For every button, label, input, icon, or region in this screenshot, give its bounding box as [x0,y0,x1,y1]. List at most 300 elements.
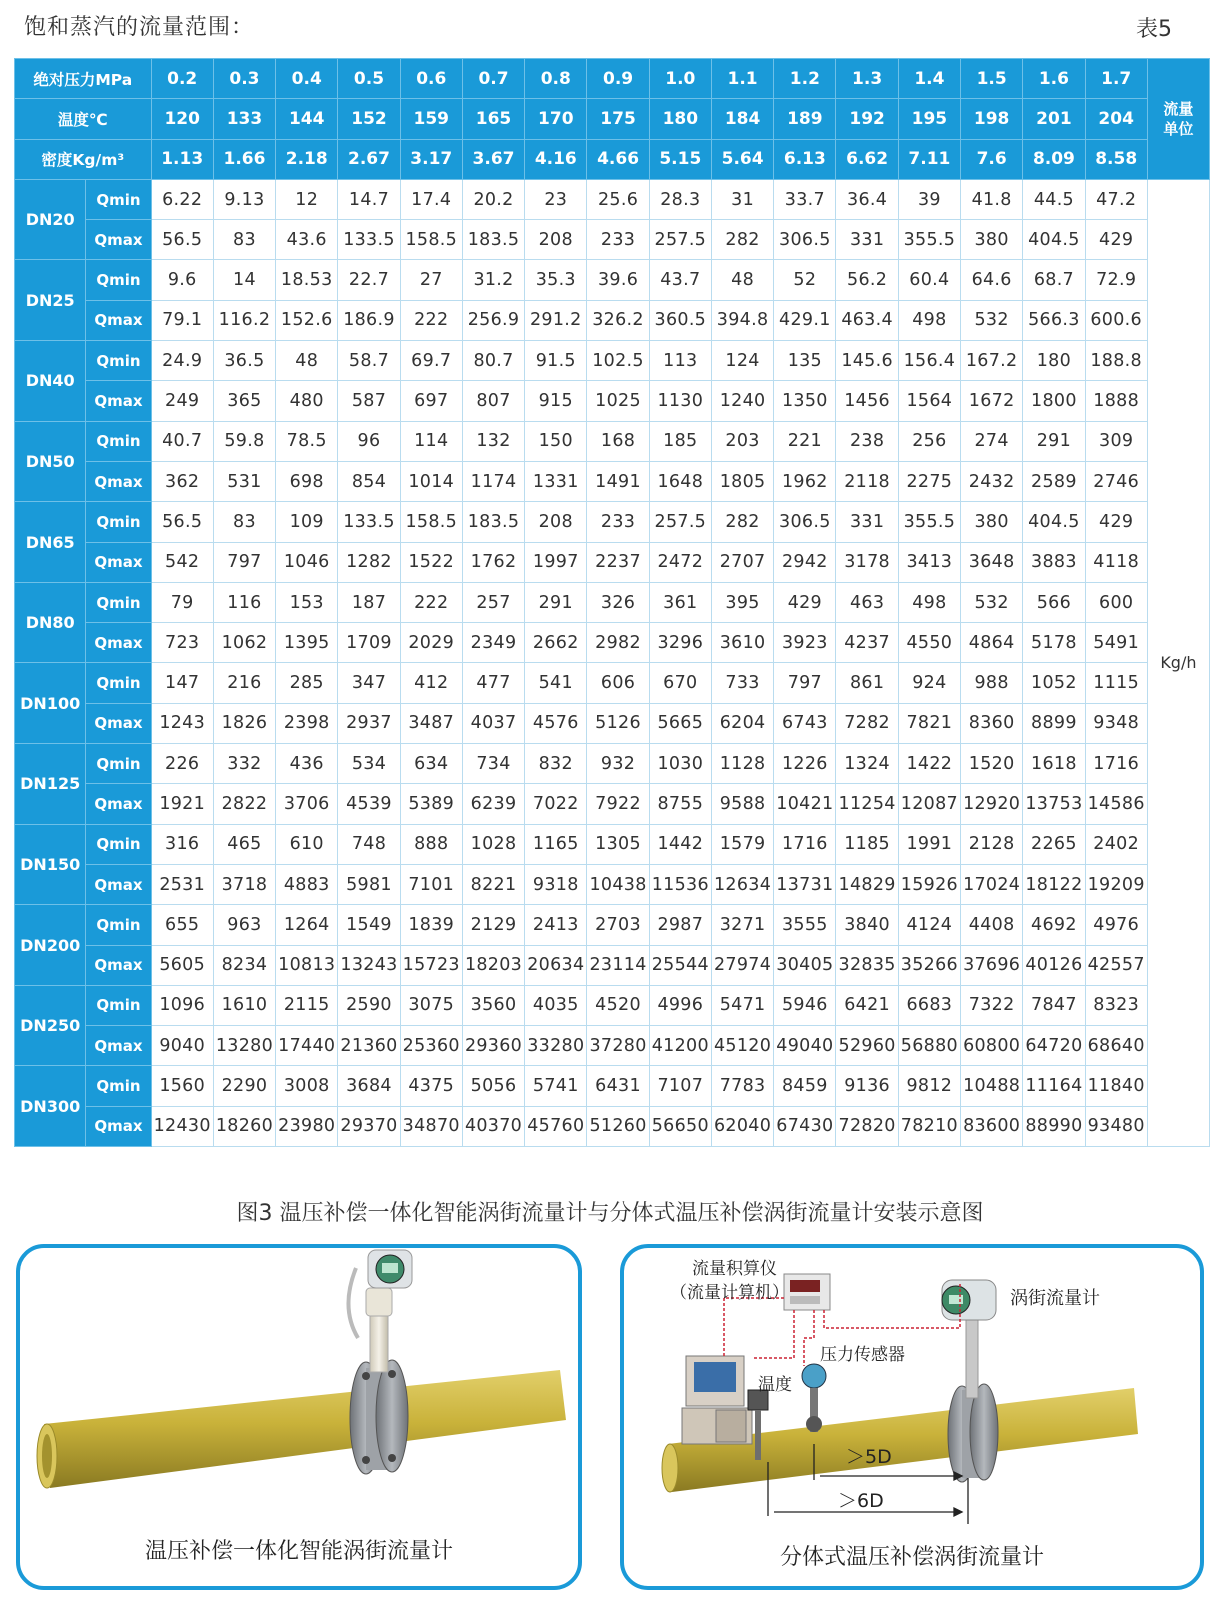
qmax-value: 8899 [1023,703,1085,743]
qmax-value: 3648 [961,542,1023,582]
pressure-value: 1.7 [1085,59,1147,99]
qmax-value: 587 [338,381,400,421]
qmax-value: 3610 [711,623,773,663]
qmax-value: 3413 [898,542,960,582]
qmin-value: 102.5 [587,341,649,381]
qmin-value: 7783 [711,1066,773,1106]
qmax-value: 6204 [711,703,773,743]
qmax-value: 531 [213,461,275,501]
table-row [15,179,1210,219]
qmax-value: 380 [961,220,1023,260]
flange [350,1360,408,1474]
qmin-value: 47.2 [1085,179,1147,219]
qmax-value: 10438 [587,864,649,904]
qmin-value: 135 [774,341,836,381]
density-value: 4.66 [587,139,649,179]
qmin-value: 48 [711,260,773,300]
qmin-value: 412 [400,663,462,703]
qmax-value: 1243 [151,703,213,743]
flow-range-table [14,58,1210,1147]
qmin-label: Qmin [86,502,151,542]
density-value: 6.13 [774,139,836,179]
unit-header: 流量 单位 [1147,59,1209,180]
qmin-value: 7322 [961,985,1023,1025]
qmin-value: 56.2 [836,260,898,300]
pressure-value: 0.6 [400,59,462,99]
qmin-value: 463 [836,582,898,622]
qmin-value: 1185 [836,824,898,864]
table-row [15,864,1210,904]
table-row [15,381,1210,421]
qmax-value: 12087 [898,784,960,824]
qmax-value: 14829 [836,864,898,904]
integrated-meter-panel [16,1244,582,1590]
pipe-size-label: DN40 [15,341,86,422]
qmin-value: 888 [400,824,462,864]
qmax-value: 88990 [1023,1106,1085,1146]
density-value: 2.67 [338,139,400,179]
qmin-value: 1028 [462,824,524,864]
qmax-value: 4576 [525,703,587,743]
temperature-value: 133 [213,99,275,139]
qmax-value: 5126 [587,703,649,743]
table-row [15,300,1210,340]
qmin-value: 1128 [711,744,773,784]
qmax-value: 1046 [276,542,338,582]
qmin-value: 606 [587,663,649,703]
qmax-value: 1648 [649,461,711,501]
qmin-value: 3555 [774,905,836,945]
qmin-value: 56.5 [151,502,213,542]
qmax-label: Qmax [86,381,151,421]
pressure-value: 1.6 [1023,59,1085,99]
qmax-value: 17024 [961,864,1023,904]
qmax-value: 1888 [1085,381,1147,421]
pressure-value: 1.3 [836,59,898,99]
qmin-value: 4976 [1085,905,1147,945]
qmin-value: 27 [400,260,462,300]
qmin-value: 43.7 [649,260,711,300]
qmin-value: 11164 [1023,1066,1085,1106]
qmax-value: 2982 [587,623,649,663]
density-value: 7.11 [898,139,960,179]
qmax-value: 1997 [525,542,587,582]
qmin-value: 1324 [836,744,898,784]
qmin-value: 498 [898,582,960,622]
qmax-value: 542 [151,542,213,582]
qmin-value: 600 [1085,582,1147,622]
qmax-value: 32835 [836,945,898,985]
qmax-value: 1762 [462,542,524,582]
qmax-value: 4864 [961,623,1023,663]
pressure-value: 0.3 [213,59,275,99]
temperature-value: 175 [587,99,649,139]
qmin-value: 12 [276,179,338,219]
qmax-value: 45760 [525,1106,587,1146]
qmin-value: 748 [338,824,400,864]
qmin-value: 4692 [1023,905,1085,945]
pipe-size-label: DN100 [15,663,86,744]
qmin-value: 429 [1085,502,1147,542]
qmax-value: 1240 [711,381,773,421]
pressure-value: 0.4 [276,59,338,99]
table-row [15,985,1210,1025]
qmin-value: 80.7 [462,341,524,381]
qmax-value: 7922 [587,784,649,824]
qmin-value: 3840 [836,905,898,945]
qmax-value: 27974 [711,945,773,985]
figure-caption: 图3 温压补偿一体化智能涡街流量计与分体式温压补偿涡街流量计安装示意图 [236,1201,984,1226]
qmin-value: 1618 [1023,744,1085,784]
pipe-size-label: DN20 [15,179,86,260]
qmin-value: 532 [961,582,1023,622]
vortex-meter-label: 涡街流量计 [1010,1288,1100,1309]
qmax-value: 14586 [1085,784,1147,824]
qmin-value: 58.7 [338,341,400,381]
qmax-value: 1331 [525,461,587,501]
qmax-value: 8221 [462,864,524,904]
qmax-value: 360.5 [649,300,711,340]
qmax-value: 2531 [151,864,213,904]
qmax-value: 2707 [711,542,773,582]
qmax-value: 1282 [338,542,400,582]
qmin-value: 145.6 [836,341,898,381]
qmax-value: 1522 [400,542,462,582]
qmin-value: 4375 [400,1066,462,1106]
qmin-value: 2987 [649,905,711,945]
temperature-value: 180 [649,99,711,139]
qmin-value: 1560 [151,1066,213,1106]
qmax-label: Qmax [86,945,151,985]
qmin-value: 226 [151,744,213,784]
qmin-value: 116 [213,582,275,622]
qmax-value: 13280 [213,1026,275,1066]
header-row-pressure [15,59,1210,99]
table-row [15,1066,1210,1106]
qmax-value: 152.6 [276,300,338,340]
qmin-value: 7847 [1023,985,1085,1025]
qmax-value: 2472 [649,542,711,582]
qmin-value: 3008 [276,1066,338,1106]
qmin-value: 3684 [338,1066,400,1106]
qmin-value: 1716 [774,824,836,864]
density-value: 8.09 [1023,139,1085,179]
qmax-value: 3883 [1023,542,1085,582]
qmin-value: 797 [774,663,836,703]
qmin-value: 1096 [151,985,213,1025]
qmax-value: 13753 [1023,784,1085,824]
qmax-value: 1564 [898,381,960,421]
qmin-value: 2115 [276,985,338,1025]
qmin-value: 2129 [462,905,524,945]
qmin-value: 1610 [213,985,275,1025]
qmax-value: 498 [898,300,960,340]
qmin-value: 924 [898,663,960,703]
table-row [15,623,1210,663]
qmin-value: 465 [213,824,275,864]
pressure-value: 1.5 [961,59,1023,99]
temperature-value: 198 [961,99,1023,139]
qmax-value: 2662 [525,623,587,663]
qmax-value: 9318 [525,864,587,904]
qmax-value: 42557 [1085,945,1147,985]
qmin-value: 1579 [711,824,773,864]
qmax-value: 1491 [587,461,649,501]
table-row [15,582,1210,622]
qmin-value: 23 [525,179,587,219]
qmin-value: 24.9 [151,341,213,381]
qmin-value: 238 [836,421,898,461]
table-row [15,421,1210,461]
pressure-value: 1.4 [898,59,960,99]
qmax-value: 64720 [1023,1026,1085,1066]
qmax-value: 1174 [462,461,524,501]
qmin-value: 40.7 [151,421,213,461]
qmax-value: 12920 [961,784,1023,824]
qmin-value: 35.3 [525,260,587,300]
qmin-value: 2290 [213,1066,275,1106]
qmax-value: 9040 [151,1026,213,1066]
qmin-label: Qmin [86,985,151,1025]
qmin-value: 347 [338,663,400,703]
qmin-value: 309 [1085,421,1147,461]
qmax-value: 23114 [587,945,649,985]
qmax-value: 62040 [711,1106,773,1146]
qmin-label: Qmin [86,341,151,381]
qmax-label: Qmax [86,784,151,824]
density-value: 5.64 [711,139,773,179]
qmax-value: 5981 [338,864,400,904]
qmin-value: 316 [151,824,213,864]
density-value: 1.13 [151,139,213,179]
qmin-value: 395 [711,582,773,622]
qmax-value: 698 [276,461,338,501]
qmax-value: 83600 [961,1106,1023,1146]
qmax-value: 4237 [836,623,898,663]
qmax-value: 1962 [774,461,836,501]
qmax-value: 21360 [338,1026,400,1066]
qmax-value: 326.2 [587,300,649,340]
density-value: 2.18 [276,139,338,179]
qmax-label: Qmax [86,623,151,663]
qmax-value: 2589 [1023,461,1085,501]
qmax-value: 291.2 [525,300,587,340]
qmin-value: 291 [525,582,587,622]
qmin-value: 2590 [338,985,400,1025]
qmax-value: 5389 [400,784,462,824]
qmax-value: 11536 [649,864,711,904]
qmax-value: 49040 [774,1026,836,1066]
pipe-size-label: DN200 [15,905,86,986]
qmin-label: Qmin [86,663,151,703]
temperature-value: 152 [338,99,400,139]
temperature-value: 159 [400,99,462,139]
qmin-value: 733 [711,663,773,703]
qmax-value: 532 [961,300,1023,340]
qmin-value: 113 [649,341,711,381]
qmax-value: 11254 [836,784,898,824]
qmin-value: 1115 [1085,663,1147,703]
qmin-value: 5056 [462,1066,524,1106]
qmin-value: 4124 [898,905,960,945]
pressure-value: 0.9 [587,59,649,99]
qmax-value: 4037 [462,703,524,743]
qmax-value: 394.8 [711,300,773,340]
qmin-value: 1030 [649,744,711,784]
pressure-value: 0.8 [525,59,587,99]
qmax-value: 133.5 [338,220,400,260]
qmin-value: 436 [276,744,338,784]
qmax-value: 3487 [400,703,462,743]
qmin-value: 963 [213,905,275,945]
qmin-label: Qmin [86,1066,151,1106]
qmin-value: 5741 [525,1066,587,1106]
qmin-value: 331 [836,502,898,542]
pipe-size-label: DN80 [15,582,86,663]
qmin-value: 1442 [649,824,711,864]
density-value: 8.58 [1085,139,1147,179]
temperature-value: 201 [1023,99,1085,139]
pipe-size-label: DN150 [15,824,86,905]
qmin-value: 932 [587,744,649,784]
temperature-value: 184 [711,99,773,139]
split-meter-panel [620,1244,1204,1590]
qmin-label: Qmin [86,582,151,622]
qmin-value: 6683 [898,985,960,1025]
qmin-value: 7107 [649,1066,711,1106]
qmax-value: 1130 [649,381,711,421]
qmin-value: 41.8 [961,179,1023,219]
qmin-value: 4996 [649,985,711,1025]
qmin-value: 256 [898,421,960,461]
qmin-value: 1549 [338,905,400,945]
qmin-value: 69.7 [400,341,462,381]
qmax-value: 3178 [836,542,898,582]
computer-icon [682,1356,752,1444]
qmax-value: 5491 [1085,623,1147,663]
qmin-value: 96 [338,421,400,461]
qmax-value: 697 [400,381,462,421]
qmax-value: 8234 [213,945,275,985]
qmin-value: 861 [836,663,898,703]
table-row [15,542,1210,582]
qmin-value: 188.8 [1085,341,1147,381]
qmin-label: Qmin [86,260,151,300]
qmin-value: 22.7 [338,260,400,300]
qmax-value: 915 [525,381,587,421]
qmin-value: 187 [338,582,400,622]
qmax-value: 19209 [1085,864,1147,904]
qmax-value: 15723 [400,945,462,985]
qmax-value: 463.4 [836,300,898,340]
qmin-value: 48 [276,341,338,381]
qmax-label: Qmax [86,703,151,743]
qmax-value: 2942 [774,542,836,582]
qmin-value: 216 [213,663,275,703]
qmax-value: 12430 [151,1106,213,1146]
pressure-value: 0.7 [462,59,524,99]
qmin-value: 361 [649,582,711,622]
qmin-value: 1422 [898,744,960,784]
qmin-value: 114 [400,421,462,461]
qmax-value: 6239 [462,784,524,824]
qmax-value: 1805 [711,461,773,501]
qmin-value: 306.5 [774,502,836,542]
pressure-sensor-label: 压力传感器 [820,1345,905,1365]
qmax-value: 3706 [276,784,338,824]
qmin-value: 132 [462,421,524,461]
qmax-value: 25544 [649,945,711,985]
qmin-value: 988 [961,663,1023,703]
qmin-value: 634 [400,744,462,784]
qmax-value: 306.5 [774,220,836,260]
pipe-size-label: DN65 [15,502,86,583]
qmax-value: 5605 [151,945,213,985]
qmax-value: 2822 [213,784,275,824]
qmin-value: 158.5 [400,502,462,542]
distance-5d-label: ＞5D [846,1446,892,1468]
qmin-value: 1520 [961,744,1023,784]
qmax-value: 1025 [587,381,649,421]
pressure-value: 1.2 [774,59,836,99]
pressure-label: 绝对压力MPa [15,59,152,99]
qmax-value: 1672 [961,381,1023,421]
pressure-value: 1.0 [649,59,711,99]
qmax-value: 79.1 [151,300,213,340]
qmax-value: 249 [151,381,213,421]
qmin-value: 79 [151,582,213,622]
qmax-value: 183.5 [462,220,524,260]
density-value: 3.17 [400,139,462,179]
qmax-value: 429.1 [774,300,836,340]
qmax-value: 15926 [898,864,960,904]
integrated-meter-caption: 温压补偿一体化智能涡街流量计 [144,1539,453,1564]
pressure-value: 1.1 [711,59,773,99]
qmax-value: 222 [400,300,462,340]
qmax-value: 429 [1085,220,1147,260]
qmax-value: 1921 [151,784,213,824]
table-row [15,744,1210,784]
qmax-value: 7022 [525,784,587,824]
qmax-value: 1456 [836,381,898,421]
qmax-value: 29370 [338,1106,400,1146]
qmin-value: 168 [587,421,649,461]
qmax-value: 5178 [1023,623,1085,663]
distance-6d-label: ＞6D [838,1490,884,1512]
qmin-value: 2402 [1085,824,1147,864]
qmax-value: 404.5 [1023,220,1085,260]
qmax-value: 40126 [1023,945,1085,985]
qmin-value: 332 [213,744,275,784]
qmin-value: 670 [649,663,711,703]
table-row [15,905,1210,945]
qmin-value: 610 [276,824,338,864]
qmin-value: 60.4 [898,260,960,300]
table-row [15,1106,1210,1146]
qmin-value: 91.5 [525,341,587,381]
qmax-value: 5665 [649,703,711,743]
split-meter-caption: 分体式温压补偿涡街流量计 [779,1545,1044,1570]
qmin-value: 3271 [711,905,773,945]
qmax-value: 600.6 [1085,300,1147,340]
qmax-value: 35266 [898,945,960,985]
qmin-value: 124 [711,341,773,381]
temperature-value: 165 [462,99,524,139]
qmax-value: 37280 [587,1026,649,1066]
table-row [15,341,1210,381]
qmin-value: 355.5 [898,502,960,542]
qmax-value: 17440 [276,1026,338,1066]
